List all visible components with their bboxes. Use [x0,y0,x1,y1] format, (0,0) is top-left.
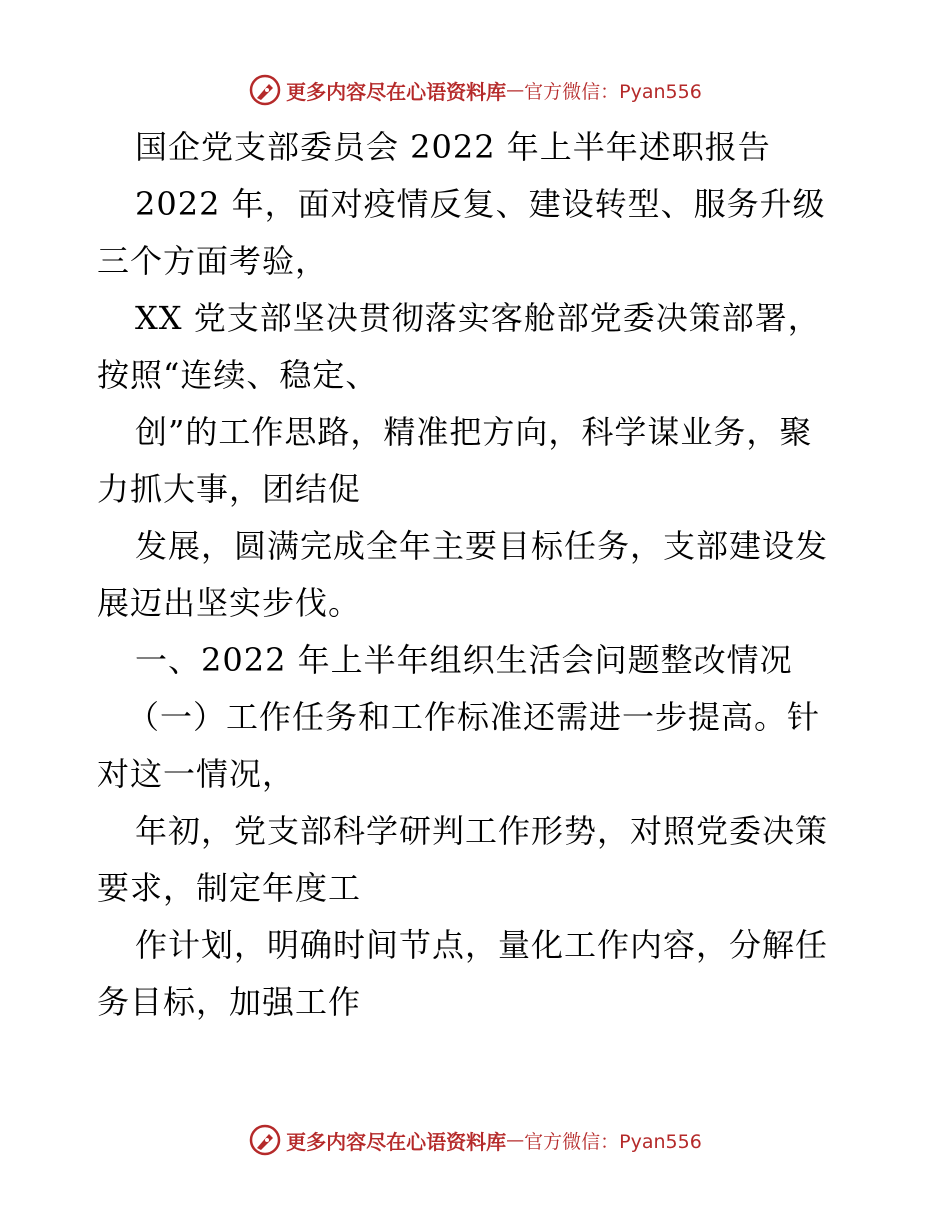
paragraph-line: 对这一情况， [97,755,296,793]
paragraph-line: 务目标，加强工作 [97,983,362,1021]
watermark-separator: — [506,1129,525,1151]
paragraph-line: 作计划，明确时间节点，量化工作内容，分解任 [135,926,829,964]
document-body [97,128,857,1021]
paragraph-line: 展迈出坚实步伐。 [97,584,362,622]
footer-watermark [0,1120,950,1160]
paragraph-line: 按照“连续、稳定、 [97,356,379,394]
pen-nib-logo-icon [248,1123,282,1157]
paragraph-line: 力抓大事，团结促 [97,470,362,508]
subsection-heading: （一）工作任务和工作标准还需进一步提高。针 [127,698,821,736]
paragraph-line: 要求，制定年度工 [97,869,362,907]
paragraph-line: 创”的工作思路，精准把方向，科学谋业务，聚 [135,413,813,451]
pen-nib-logo-icon [248,73,282,107]
watermark-separator: — [506,79,525,101]
watermark-brand: 更多内容尽在心语资料库 [286,1129,507,1154]
paragraph-line: 发展，圆满完成全年主要目标任务，支部建设发 [135,527,829,565]
header-watermark [0,70,950,110]
watermark-contact: 官方微信：Pyan556 [524,80,702,103]
paragraph-line: XX 党支部坚决贯彻落实客舱部党委决策部署， [135,299,821,337]
watermark-contact: 官方微信：Pyan556 [524,1130,702,1153]
watermark-brand: 更多内容尽在心语资料库 [286,79,507,104]
paragraph-line: 2022 年，面对疫情反复、建设转型、服务升级 [135,185,826,223]
paragraph-line: 年初，党支部科学研判工作形势，对照党委决策 [135,812,829,850]
document-title: 国企党支部委员会 2022 年上半年述职报告 [135,128,771,166]
section-heading: 一、2022 年上半年组织生活会问题整改情况 [135,641,793,679]
paragraph-line: 三个方面考验， [97,242,329,280]
